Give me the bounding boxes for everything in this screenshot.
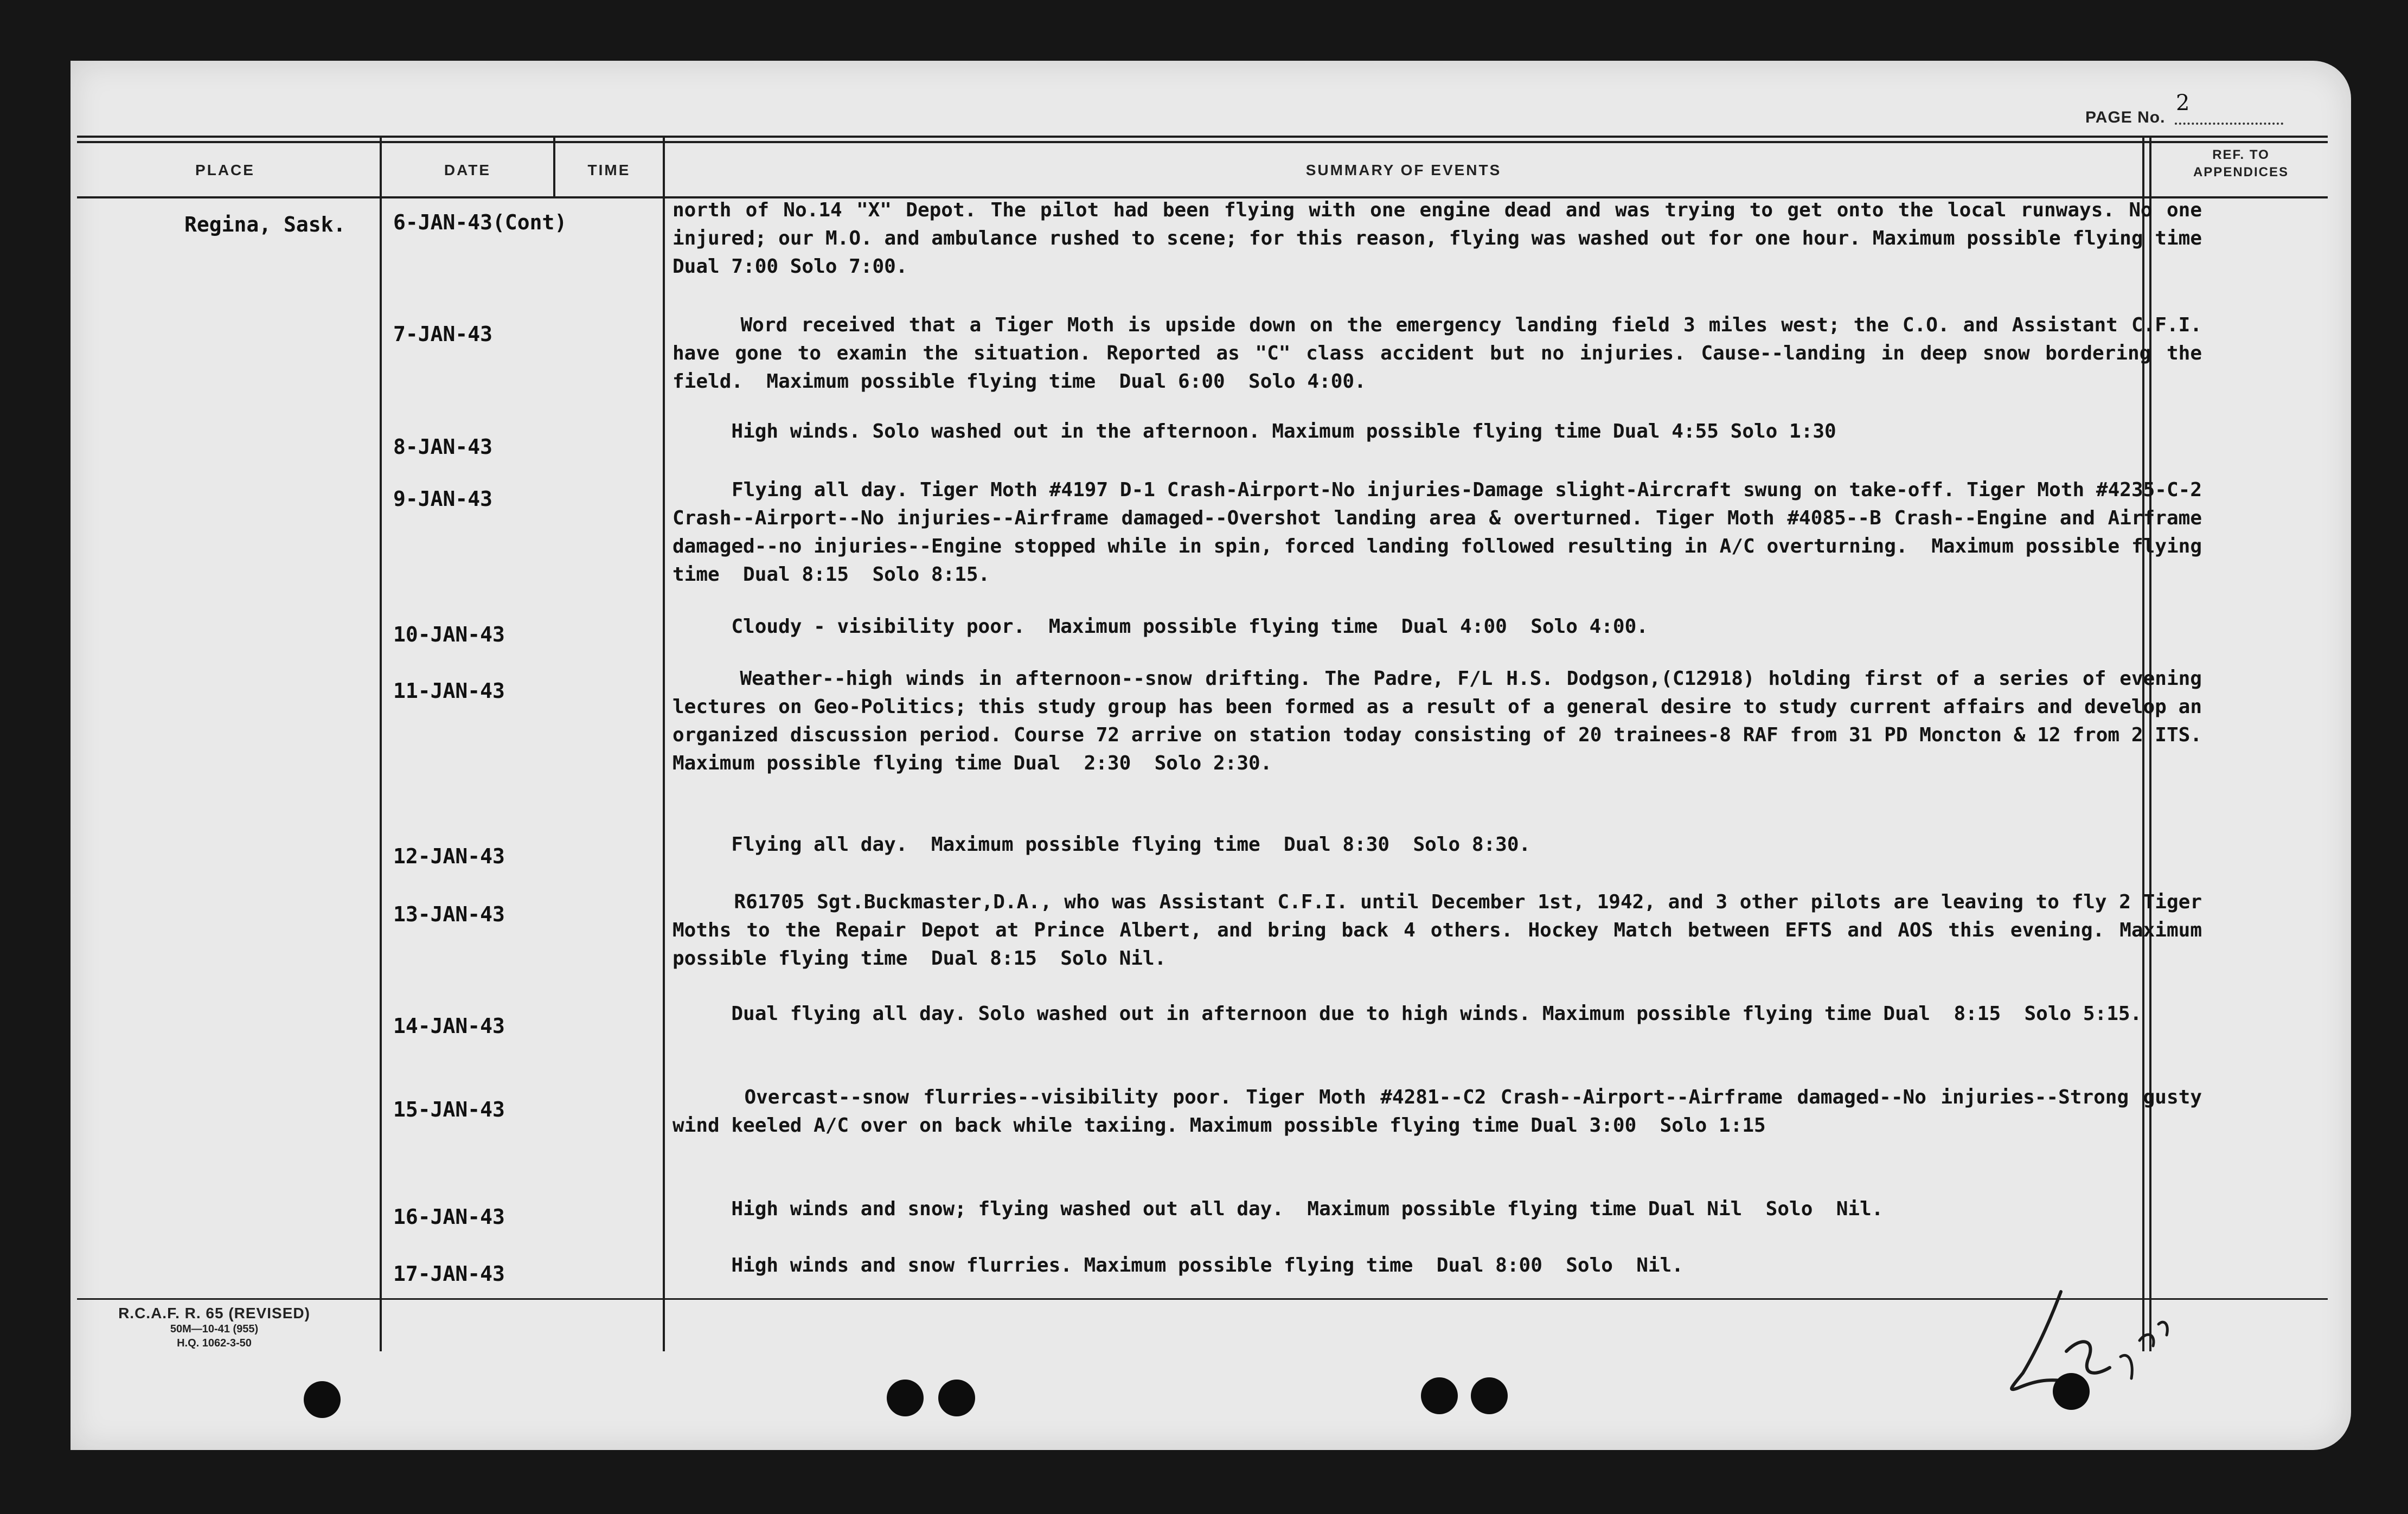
header-top-rule-double — [77, 141, 2328, 143]
column-header-time: TIME — [587, 162, 631, 178]
entry-date: 8-JAN-43 — [393, 435, 493, 459]
form-name: R.C.A.F. R. 65 (REVISED) — [118, 1305, 310, 1321]
column-header-place: PLACE — [195, 162, 255, 178]
entry-summary: Overcast--snow flurries--visibility poor. Tiger Moth #4281--C2 Crash--Airport--Airframe damaged--No injuries--Strong gusty wind keeled A/C over on back while taxiing. Maximum possible flying time Dual 3:00 Solo 1:15 — [673, 1086, 2214, 1137]
entry-summary: Flying all day. Tiger Moth #4197 D-1 Crash-Airport-No injuries-Damage slight-Aircraft swung on take-off. Tiger Moth #4235-C-2 Crash--Airport--No injuries--Airframe damaged--Overshot landing area & overturned. Tiger Moth #4085--B Crash--Engine and Airframe damaged--no injuries--Engine stopped while in spin, forced landing followed resulting in A/C overturning. Maximum possible flying time Dual 8:15 Solo 8:15. — [673, 479, 2214, 586]
entry-date: 17-JAN-43 — [393, 1262, 505, 1286]
entry-date: 10-JAN-43 — [393, 623, 505, 646]
page-number-label: PAGE No. — [2085, 108, 2166, 126]
entry-date: 16-JAN-43 — [393, 1205, 505, 1229]
punch-hole — [887, 1380, 924, 1416]
entry-date: 11-JAN-43 — [393, 679, 505, 703]
entry-date: 14-JAN-43 — [393, 1014, 505, 1038]
column-header-ref-appendices — [2151, 146, 2330, 181]
punch-hole — [1421, 1377, 1458, 1414]
print-line-1: 50M—10-41 (955) — [170, 1323, 259, 1335]
ref-header-line2: APPENDICES — [2193, 165, 2289, 179]
entry-date: 7-JAN-43 — [393, 322, 493, 346]
header-top-rule — [77, 136, 2328, 138]
column-divider-time-summary — [663, 137, 665, 1351]
entry-summary: north of No.14 "X" Depot. The pilot had been flying with one engine dead and was trying to get onto the local runways. No one injured; our M.O. and ambulance rushed to scene; for this reason, flying was washed out for one hour. Maximum possible flying time Dual 7:00 Solo 7:00. — [673, 199, 2202, 278]
entry-date: 6-JAN-43(Cont) — [393, 210, 567, 234]
entry-date: 9-JAN-43 — [393, 487, 493, 511]
entry-summary: R61705 Sgt.Buckmaster,D.A., who was Assistant C.F.I. until December 1st, 1942, and 3 other pilots are leaving to fly 2 Tiger Moths to the Repair Depot at Prince Albert, and bring back 4 others. Hockey Match between EFTS and AOS this evening. Maximum possible flying time Dual 8:15 Solo Nil. — [673, 891, 2214, 970]
entry-summary: Word received that a Tiger Moth is upside down on the emergency landing field 3 miles west; the C.O. and Assistant C.F.I. have gone to examin the situation. Reported as "C" class accident but no injuries. Cause--landing in deep snow bordering the field. Maximum possible flying time Dual 6:00 Solo 4:00. — [673, 314, 2214, 393]
entry-summary: Weather--high winds in afternoon--snow drifting. The Padre, F/L H.S. Dodgson,(C12918) holding first of a series of evening lectures on Geo-Politics; this study group has been formed as a result of a general desire to study current affairs and develop an organized discussion period. Course 72 arrive on station today consisting of 20 trainees-8 RAF from 31 PD Moncton & 12 from 2 ITS. Maximum possible flying time Dual 2:30 Solo 2:30. — [673, 668, 2214, 774]
entry-date: 13-JAN-43 — [393, 902, 505, 926]
entry-date: 15-JAN-43 — [393, 1098, 505, 1121]
entry-summary: High winds and snow flurries. Maximum possible flying time Dual 8:00 Solo Nil. — [673, 1254, 1683, 1276]
entry-summary: Flying all day. Maximum possible flying time Dual 8:30 Solo 8:30. — [673, 833, 1531, 856]
entry-summary: Cloudy - visibility poor. Maximum possible flying time Dual 4:00 Solo 4:00. — [673, 615, 1648, 638]
place-value: Regina, Sask. — [184, 213, 346, 236]
print-line-2: H.Q. 1062-3-50 — [177, 1337, 252, 1349]
ref-header-line1: REF. TO — [2212, 147, 2270, 162]
page-number-underline — [2175, 123, 2283, 125]
column-divider-place-date — [380, 137, 382, 1351]
entry-date: 12-JAN-43 — [393, 844, 505, 868]
entry-summary: High winds and snow; flying washed out all day. Maximum possible flying time Dual Nil Solo Nil. — [673, 1198, 1884, 1220]
punch-hole — [2053, 1373, 2090, 1410]
diary-form-card — [71, 61, 2351, 1450]
entry-summary: High winds. Solo washed out in the afternoon. Maximum possible flying time Dual 4:55 Solo 1:30 — [673, 420, 1836, 442]
footer-rule — [77, 1298, 2328, 1300]
punch-hole — [938, 1380, 975, 1416]
column-header-date: DATE — [444, 162, 491, 178]
punch-hole — [304, 1381, 341, 1418]
handwritten-initials — [2001, 1270, 2180, 1406]
punch-hole — [1471, 1377, 1508, 1414]
page-number-value: 2 — [2176, 91, 2190, 116]
column-header-summary: SUMMARY OF EVENTS — [1305, 162, 1502, 178]
form-number — [87, 1305, 342, 1350]
entry-summary: Dual flying all day. Solo washed out in afternoon due to high winds. Maximum possible flying time Dual 8:15 Solo 5:15. — [673, 1003, 2142, 1025]
